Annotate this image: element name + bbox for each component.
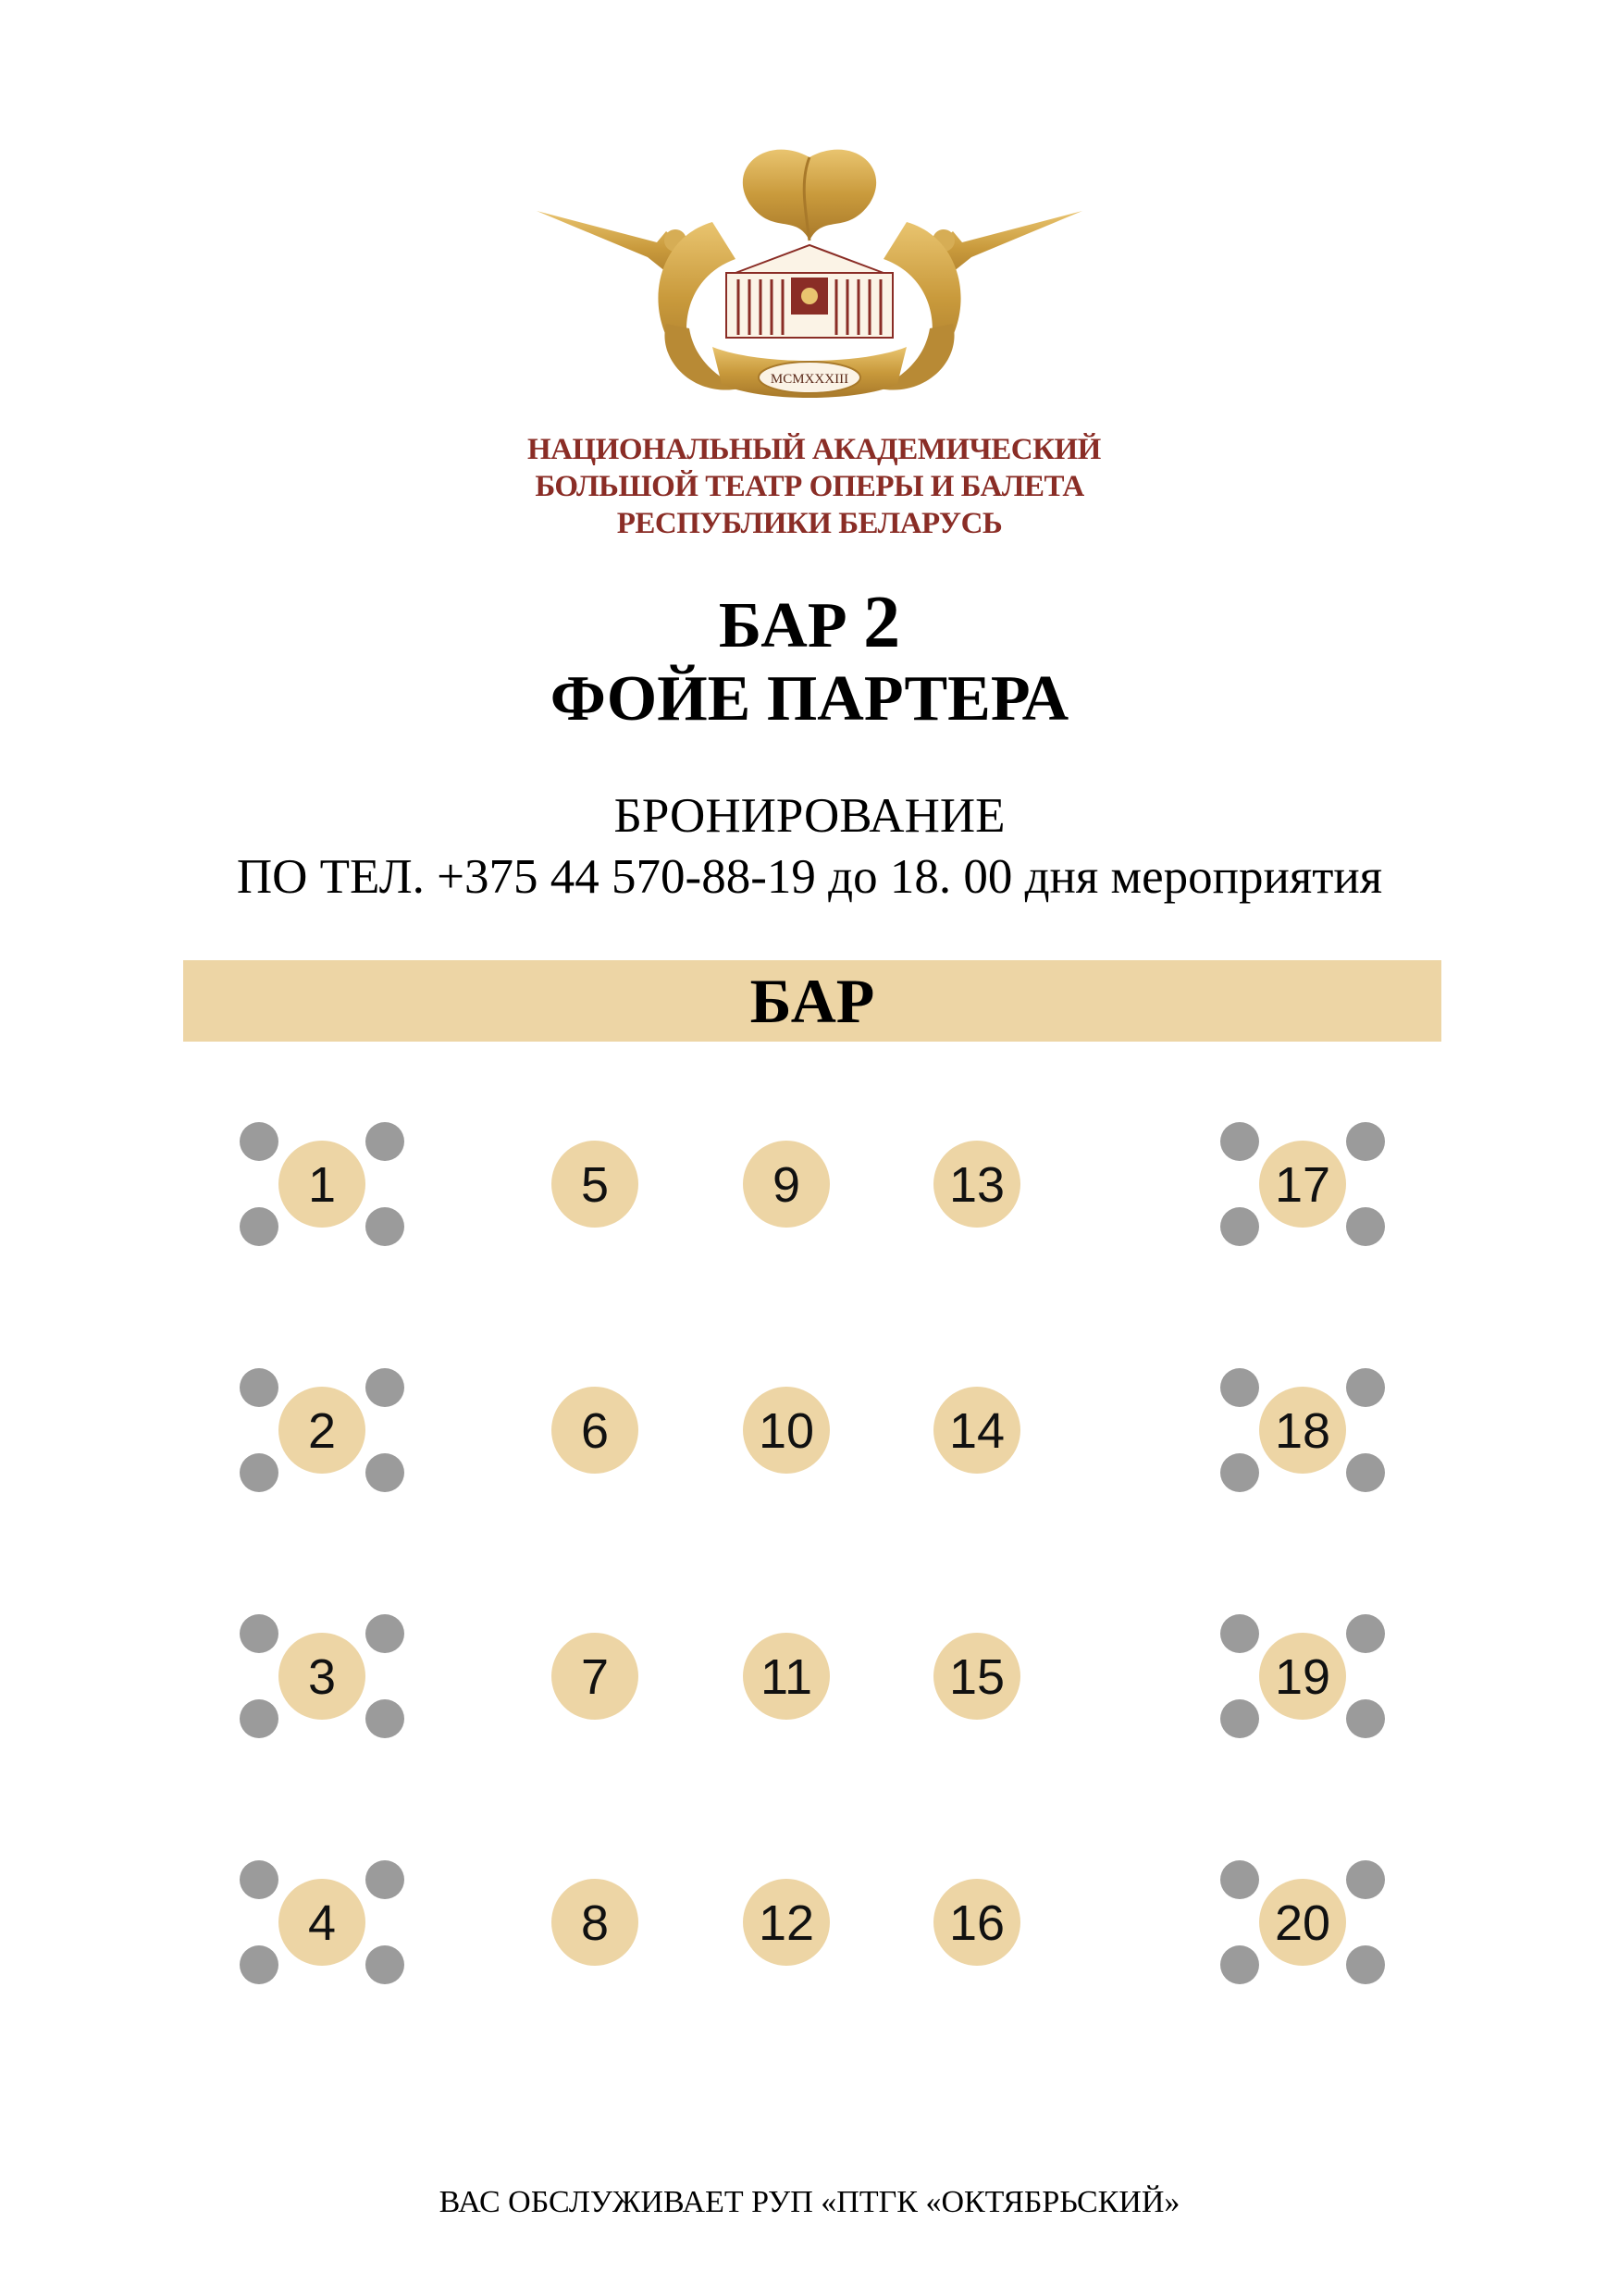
- table-20: [1220, 1860, 1385, 1984]
- chair: [1220, 1122, 1259, 1161]
- table-number: 13: [948, 1157, 1006, 1213]
- chair: [1220, 1368, 1259, 1407]
- table-number: 20: [1274, 1895, 1331, 1951]
- chair: [365, 1860, 404, 1899]
- table-3: [240, 1614, 404, 1738]
- chair: [1220, 1207, 1259, 1246]
- bar-counter: БАР: [183, 960, 1441, 1042]
- booking-phone: ПО ТЕЛ. +375 44 570-88-19 до 18. 00 дня мероприятия: [236, 850, 1383, 904]
- table-1: [240, 1122, 404, 1246]
- table-14: [933, 1387, 1020, 1474]
- table-number: 19: [1274, 1649, 1331, 1705]
- chair: [365, 1699, 404, 1738]
- table-number: 12: [758, 1895, 815, 1951]
- chair: [240, 1453, 278, 1492]
- table-18: [1220, 1368, 1385, 1492]
- table-5: [551, 1141, 638, 1228]
- table-10: [743, 1387, 830, 1474]
- chair: [240, 1368, 278, 1407]
- table-number: 6: [580, 1403, 610, 1459]
- table-number: 11: [760, 1649, 813, 1705]
- chair: [1220, 1945, 1259, 1984]
- page-subtitle: ФОЙЕ ПАРТЕРА: [550, 663, 1069, 734]
- chair: [365, 1945, 404, 1984]
- chair: [240, 1699, 278, 1738]
- chair: [365, 1368, 404, 1407]
- booking-heading: БРОНИРОВАНИЕ: [613, 789, 1006, 843]
- chair: [1220, 1453, 1259, 1492]
- table-number: 2: [307, 1403, 337, 1459]
- page-title: [0, 581, 1619, 665]
- footer-text: ВАС ОБСЛУЖИВАЕТ РУП «ПТГК «ОКТЯБРЬСКИЙ»: [439, 2185, 1180, 2219]
- table-17: [1220, 1122, 1385, 1246]
- table-number: 14: [948, 1403, 1006, 1459]
- chair: [1346, 1614, 1385, 1653]
- chair: [365, 1122, 404, 1161]
- chair: [1346, 1122, 1385, 1161]
- seating-plan: [0, 1064, 1619, 2081]
- table-number: 18: [1274, 1403, 1331, 1459]
- bar-number: 2: [863, 582, 901, 663]
- table-19: [1220, 1614, 1385, 1738]
- logo-text-line: БОЛЬШОЙ ТЕАТР ОПЕРЫ И БАЛЕТА: [535, 470, 1084, 503]
- logo-text-line: РЕСПУБЛИКИ БЕЛАРУСЬ: [616, 507, 1003, 540]
- chair: [1346, 1368, 1385, 1407]
- table-12: [743, 1879, 830, 1966]
- table-16: [933, 1879, 1020, 1966]
- chair: [1220, 1699, 1259, 1738]
- chair: [1220, 1860, 1259, 1899]
- chair: [240, 1614, 278, 1653]
- table-number: 10: [758, 1403, 815, 1459]
- chair: [1346, 1699, 1385, 1738]
- table-11: [743, 1633, 830, 1720]
- chair: [240, 1122, 278, 1161]
- table-number: 4: [307, 1895, 337, 1951]
- theatre-emblem-icon: [527, 139, 1092, 416]
- table-number: 1: [307, 1157, 337, 1213]
- chair: [240, 1207, 278, 1246]
- table-number: 15: [948, 1649, 1006, 1705]
- table-number: 16: [948, 1895, 1006, 1951]
- table-number: 7: [580, 1649, 610, 1705]
- chair: [1346, 1860, 1385, 1899]
- table-7: [551, 1633, 638, 1720]
- table-4: [240, 1860, 404, 1984]
- chair: [1346, 1945, 1385, 1984]
- logo-text-line: НАЦИОНАЛЬНЫЙ АКАДЕМИЧЕСКИЙ: [527, 433, 1101, 466]
- chair: [1346, 1207, 1385, 1246]
- chair: [240, 1945, 278, 1984]
- chair: [365, 1614, 404, 1653]
- chair: [365, 1207, 404, 1246]
- table-8: [551, 1879, 638, 1966]
- table-number: 9: [772, 1157, 801, 1213]
- chair: [1220, 1614, 1259, 1653]
- table-6: [551, 1387, 638, 1474]
- chair: [1346, 1453, 1385, 1492]
- table-number: 5: [580, 1157, 610, 1213]
- table-15: [933, 1633, 1020, 1720]
- theatre-logo: [527, 139, 1101, 550]
- table-13: [933, 1141, 1020, 1228]
- chair: [365, 1453, 404, 1492]
- chair: [240, 1860, 278, 1899]
- title-prefix: БАР: [718, 590, 864, 661]
- emblem-year-text: MCMXXXIII: [770, 372, 849, 387]
- table-number: 8: [580, 1895, 610, 1951]
- table-number: 3: [307, 1649, 337, 1705]
- table-2: [240, 1368, 404, 1492]
- table-9: [743, 1141, 830, 1228]
- table-number: 17: [1274, 1157, 1331, 1213]
